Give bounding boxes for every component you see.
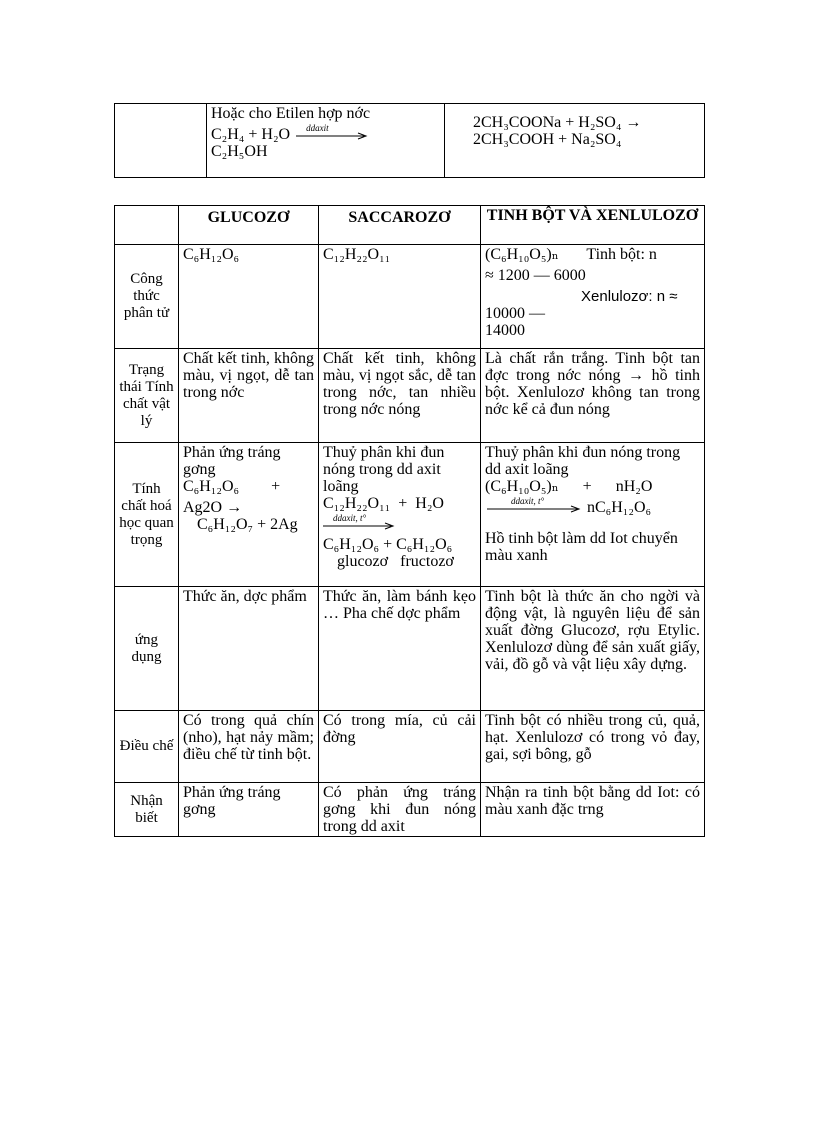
text-line: C₆H₁₂O₆ + C₆H₁₂O₆: [323, 536, 453, 553]
text-line: Phản ứng tráng gơng: [183, 444, 281, 478]
text-line: C₆H₁₂O₆ +: [183, 478, 281, 495]
arrow-icon: [296, 132, 368, 140]
cell-glucozo-state: Chất kết tinh, không màu, vị ngọt, dễ tan trong nớc: [179, 349, 319, 443]
top-table: [114, 103, 705, 178]
header-saccarozo: SACCAROZƠ: [319, 206, 481, 245]
arrow-icon: [487, 505, 581, 513]
acetate-reaction-cell: [445, 104, 705, 178]
text-line: (C₆H₁₀O₅)ₙ Tinh bột: n: [485, 246, 657, 263]
table-row: [115, 245, 705, 349]
cell-glucozo-use: Thức ăn, dợc phẩm: [179, 587, 319, 711]
text-line: (C₆H₁₀O₅)ₙ + nH₂O: [485, 478, 653, 495]
cell-tinhbot-formula: [481, 245, 705, 349]
cell-saccarozo-formula: C₁₂H₂₂O₁₁: [319, 245, 481, 349]
cell-saccarozo-chem: [319, 443, 481, 587]
header-row: [115, 206, 705, 245]
cell-glucozo-formula: C₆H₁₂O₆: [179, 245, 319, 349]
cell-tinhbot-chem: [481, 443, 705, 587]
row-label-state: Trạng thái Tính chất vật lý: [115, 349, 179, 443]
text-line: glucozơ fructozơ: [337, 553, 454, 570]
text-line: 2CH₃COONa + H₂SO₄ →: [473, 114, 642, 131]
text-line: 14000: [485, 322, 525, 339]
cell-saccarozo-identify: Có phản ứng tráng gơng khi đun nóng trong dd axit: [319, 783, 481, 837]
equation-right: nC₆H₁₂O₆: [587, 499, 652, 516]
text-line: ≈ 1200 — 6000: [485, 267, 586, 284]
table-row: [115, 104, 705, 178]
row-label-use: ứng dụng: [115, 587, 179, 711]
table-row: [115, 587, 705, 711]
row-label-chem: Tính chất hoá học quan trọng: [115, 443, 179, 587]
text-line: C₁₂H₂₂O₁₁ + H₂O: [323, 495, 444, 512]
header-tinhbot: TINH BỘT VÀ XENLULOZƠ: [481, 206, 705, 245]
cell-saccarozo-state: Chất kết tinh, không màu, vị ngọt sắc, dễ tan trong nớc, tan nhiều trong nớc nóng: [319, 349, 481, 443]
equation-left: C₂H₄ + H₂O: [211, 126, 291, 143]
text-line: Xenlulozơ: n ≈: [581, 288, 678, 305]
arrow-icon: [323, 522, 395, 530]
cell-glucozo-identify: Phản ứng tráng gơng: [179, 783, 319, 837]
text-line: Ag2O →: [183, 499, 243, 516]
arrow-condition: ddaxit, t°: [333, 513, 367, 523]
cell-saccarozo-prep: Có trong mía, củ cải đờng: [319, 711, 481, 783]
header-glucozo: GLUCOZƠ: [179, 206, 319, 245]
reaction-arrow: [296, 123, 368, 142]
text-line: Thuỷ phân khi đun nóng trong dd axit loãng: [323, 444, 445, 495]
empty-cell: [115, 104, 207, 178]
header-empty: [115, 206, 179, 245]
cell-glucozo-prep: Có trong quả chín (nho), hạt nảy mầm; điều chế từ tinh bột.: [179, 711, 319, 783]
reaction-arrow: [487, 496, 581, 515]
table-row: [115, 349, 705, 443]
equation-right: C₂H₅OH: [211, 143, 268, 160]
text-line: Hoặc cho Etilen hợp nớc: [211, 105, 371, 122]
cell-tinhbot-prep: Tinh bột có nhiều trong củ, quả, hạt. Xenlulozơ có trong vỏ đay, gai, sợi bông, gỗ: [481, 711, 705, 783]
text-line: Thuỷ phân khi đun nóng trong dd axit loãng: [485, 444, 681, 478]
cell-tinhbot-identify: Nhận ra tinh bột bằng dd Iot: có màu xanh đặc trng: [481, 783, 705, 837]
carbohydrate-comparison-table: [114, 205, 705, 837]
text-line: 2CH₃COOH + Na₂SO₄: [473, 131, 622, 148]
text-line: Hồ tinh bột làm dd Iot chuyển màu xanh: [485, 530, 678, 564]
cell-tinhbot-state: Là chất rắn trắng. Tinh bột tan đợc trong nớc nóng → hồ tinh bột. Xenlulozơ không tan trong nớc kể cả đun nóng: [481, 349, 705, 443]
table-row: [115, 443, 705, 587]
table-row: [115, 711, 705, 783]
equation: [485, 496, 700, 516]
equation: [211, 123, 440, 143]
ethylene-hydration-cell: [207, 104, 445, 178]
text-line: C₆H₁₂O₇ + 2Ag: [197, 516, 298, 533]
reaction-arrow: [323, 513, 395, 532]
text-line: 10000 —: [485, 305, 545, 322]
arrow-condition: ddaxit, t°: [511, 496, 545, 507]
arrow-condition: ddaxit: [306, 123, 329, 134]
row-label-prep: Điều chế: [115, 711, 179, 783]
row-label-identify: Nhận biết: [115, 783, 179, 837]
row-label-formula: Công thức phân tử: [115, 245, 179, 349]
table-row: [115, 783, 705, 837]
cell-tinhbot-use: Tinh bột là thức ăn cho ngời và động vật, là nguyên liệu để sản xuất đờng Glucozơ, rợu Etylic. Xenlulozơ dùng để sản xuất giấy, vải, đồ gỗ và vật liệu xây dựng.: [481, 587, 705, 711]
cell-saccarozo-use: Thức ăn, làm bánh kẹo … Pha chế dợc phẩm: [319, 587, 481, 711]
cell-glucozo-chem: [179, 443, 319, 587]
